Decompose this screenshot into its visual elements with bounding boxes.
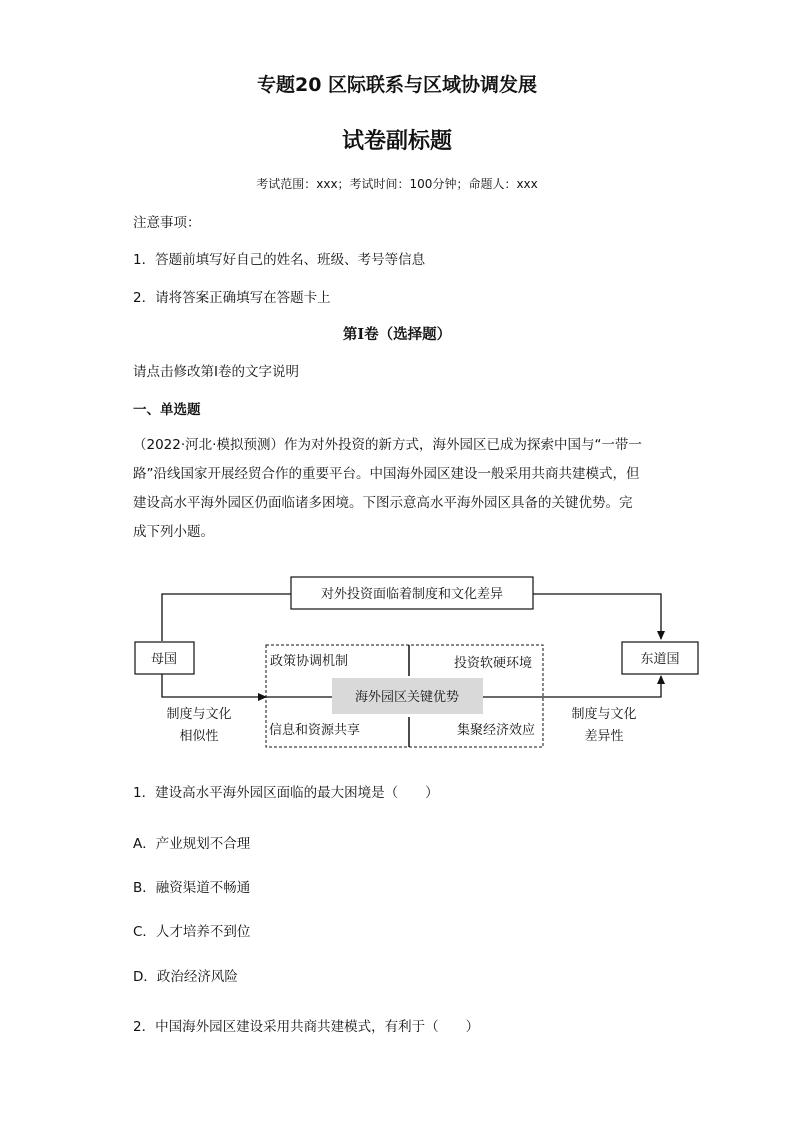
bottom-connector-left xyxy=(162,674,266,697)
question-1-option-b[interactable]: B．融资渠道不畅通 xyxy=(133,880,251,896)
left-caption-line-1: 制度与文化 xyxy=(166,707,232,722)
home-country-label: 母国 xyxy=(150,652,178,667)
host-country-label: 东道国 xyxy=(640,652,680,667)
center-label: 海外园区关键优势 xyxy=(354,690,460,705)
notes-heading: 注意事项： xyxy=(133,215,201,231)
quadrant-environment: 投资软硬环境 xyxy=(453,656,532,671)
question-2-stem: 2．中国海外园区建设采用共商共建模式，有利于（ ） xyxy=(133,1019,480,1035)
exam-info: 考试范围：xxx；考试时间：100分钟；命题人：xxx xyxy=(256,177,538,191)
note-item-1: 1．答题前填写好自己的姓名、班级、考号等信息 xyxy=(133,252,426,268)
left-caption-line-2: 相似性 xyxy=(179,729,219,744)
document-subtitle: 试卷副标题 xyxy=(341,129,452,154)
question-1-option-d[interactable]: D．政治经济风险 xyxy=(133,969,238,985)
question-1-stem: 1．建设高水平海外园区面临的最大困境是（ ） xyxy=(133,785,439,801)
advantage-diagram xyxy=(0,560,794,770)
top-connector-right xyxy=(533,594,661,639)
document-title: 专题20 区际联系与区域协调发展 xyxy=(256,74,538,96)
question-1-option-c[interactable]: C．人才培养不到位 xyxy=(133,924,251,940)
quadrant-policy: 政策协调机制 xyxy=(270,654,349,669)
right-caption-line-1: 制度与文化 xyxy=(571,707,637,722)
quadrant-agglomeration: 集聚经济效应 xyxy=(456,723,535,738)
section-heading: 一、单选题 xyxy=(133,402,201,418)
passage-line: 建设高水平海外园区仍面临诸多困境。下图示意高水平海外园区具备的关键优势。完 xyxy=(133,495,633,511)
right-caption-line-2: 差异性 xyxy=(584,729,624,744)
passage-line: 路”沿线国家开展经贸合作的重要平台。中国海外园区建设一般采用共商共建模式，但 xyxy=(133,466,640,482)
top-connector-left xyxy=(162,594,291,641)
top-label: 对外投资面临着制度和文化差异 xyxy=(320,587,504,602)
volume-title: 第I卷（选择题） xyxy=(342,326,452,343)
passage-line: （2022·河北·模拟预测）作为对外投资的新方式，海外园区已成为探索中国与“一带一 xyxy=(133,437,642,453)
volume-description[interactable]: 请点击修改第I卷的文字说明 xyxy=(133,364,299,380)
bottom-connector-right xyxy=(543,676,661,697)
passage xyxy=(133,431,673,547)
quadrant-information: 信息和资源共享 xyxy=(269,723,361,738)
note-item-2: 2．请将答案正确填写在答题卡上 xyxy=(133,290,331,306)
question-1-option-a[interactable]: A．产业规划不合理 xyxy=(133,836,251,852)
passage-line: 成下列小题。 xyxy=(133,524,214,540)
